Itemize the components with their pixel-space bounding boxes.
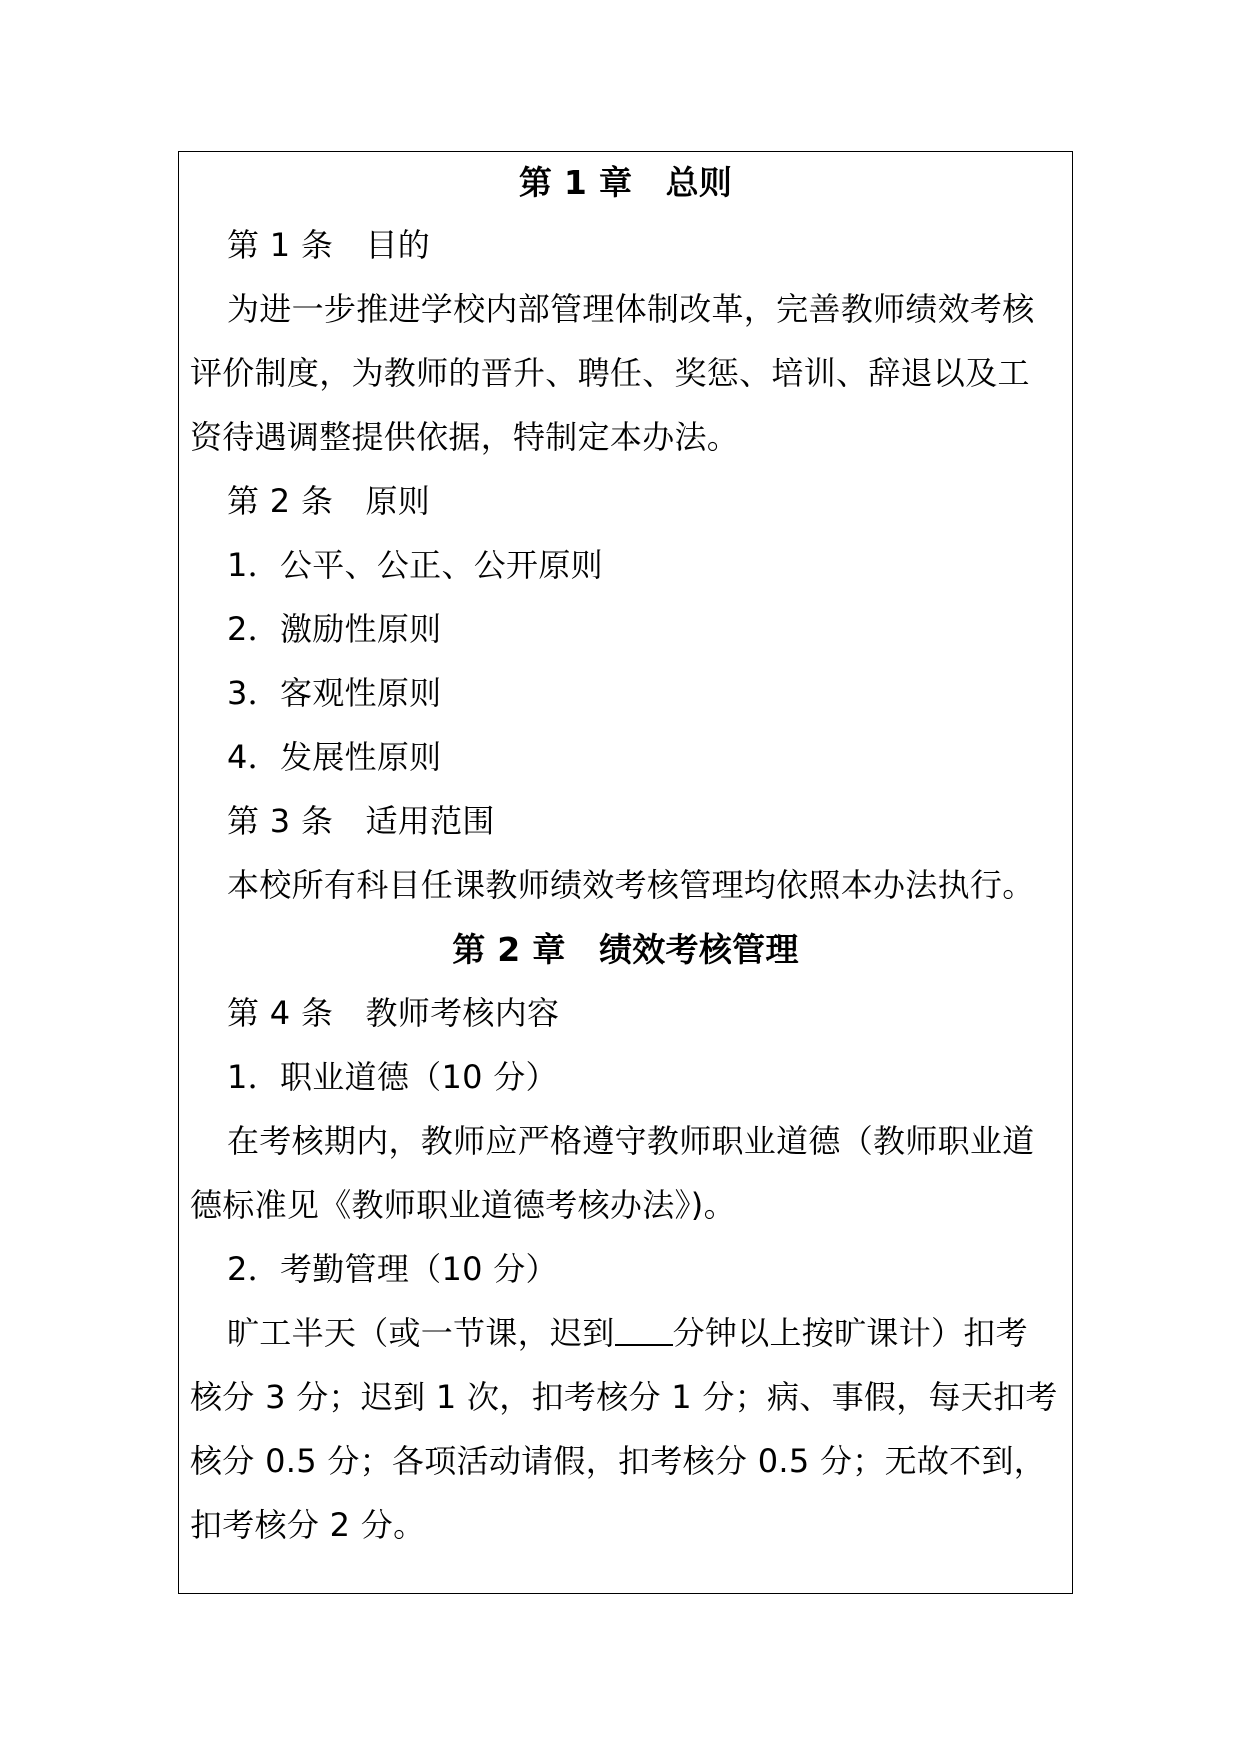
attendance-body-line-2: 核分 3 分；迟到 1 次，扣考核分 1 分；病、事假，每天扣考 (190, 1378, 1058, 1416)
article-1-body-line-3: 资待遇调整提供依据，特制定本办法。 (190, 418, 740, 456)
article-4-heading: 第 4 条 教师考核内容 (227, 994, 560, 1032)
ethics-body-line-2: 德标准见《教师职业道德考核办法》)。 (190, 1186, 736, 1224)
attendance-body-line-4: 扣考核分 2 分。 (190, 1506, 426, 1544)
attendance-body-line-3: 核分 0.5 分；各项活动请假，扣考核分 0.5 分；无故不到， (190, 1442, 1047, 1480)
article-3-heading: 第 3 条 适用范围 (227, 802, 495, 840)
article-1-body-line-2: 评价制度，为教师的晋升、聘任、奖惩、培训、辞退以及工 (190, 354, 1030, 392)
ethics-item-title: 1．职业道德（10 分） (227, 1058, 558, 1096)
article-2-heading: 第 2 条 原则 (227, 482, 431, 520)
principle-item-4: 4．发展性原则 (227, 738, 442, 776)
principle-item-1: 1．公平、公正、公开原则 (227, 546, 603, 584)
chapter-2-heading: 第 2 章 绩效考核管理 (452, 930, 799, 969)
attendance-text-prefix: 旷工半天（或一节课，迟到 (227, 1314, 615, 1352)
principle-item-3: 3．客观性原则 (227, 674, 442, 712)
attendance-text-suffix: 分钟以上按旷课计）扣考 (672, 1314, 1028, 1352)
ethics-body-line-1: 在考核期内，教师应严格遵守教师职业道德（教师职业道 (227, 1122, 1035, 1160)
principle-item-2: 2．激励性原则 (227, 610, 442, 648)
article-1-heading: 第 1 条 目的 (227, 226, 431, 264)
article-1-body-line-1: 为进一步推进学校内部管理体制改革，完善教师绩效考核 (227, 290, 1035, 328)
attendance-body-line-1 (227, 1301, 1102, 1366)
attendance-item-title: 2．考勤管理（10 分） (227, 1250, 558, 1288)
article-3-body: 本校所有科目任课教师绩效考核管理均依照本办法执行。 (227, 866, 1035, 904)
fill-in-blank (615, 1316, 673, 1346)
chapter-1-heading: 第 1 章 总则 (518, 163, 733, 202)
